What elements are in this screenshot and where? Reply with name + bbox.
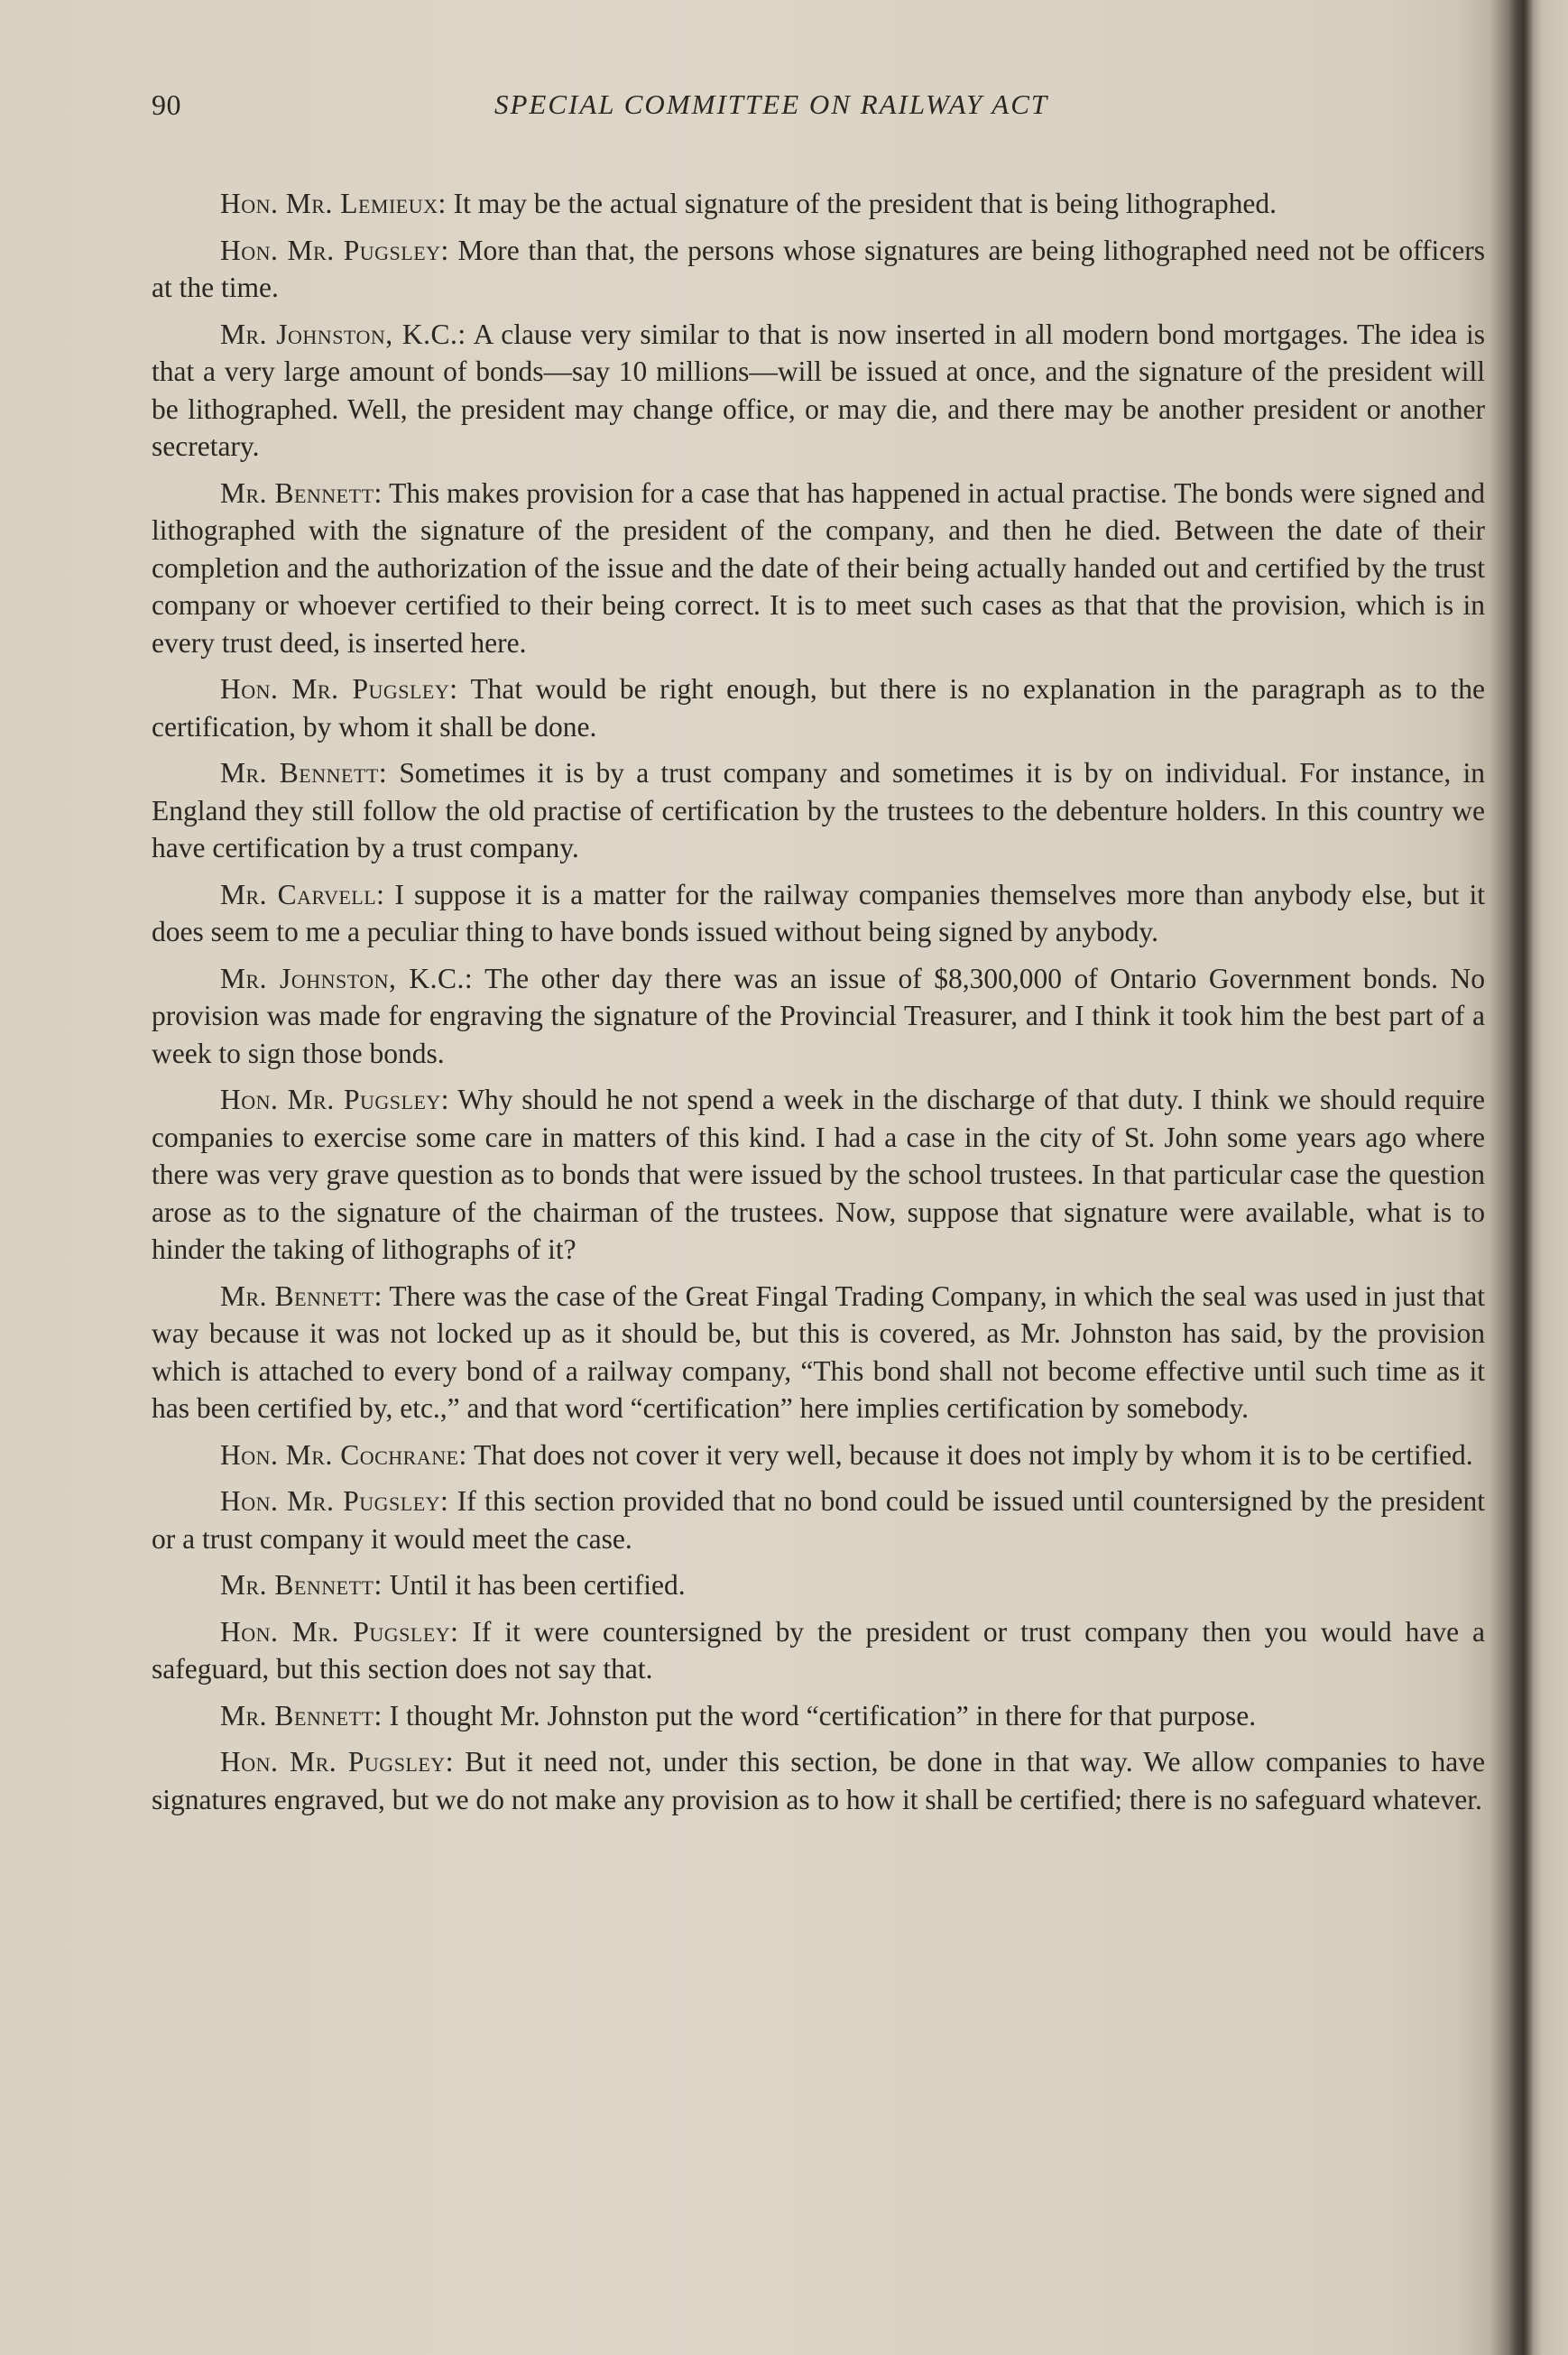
speaker-name: Hon. Mr. Lemieux: bbox=[220, 188, 447, 219]
speech-text: Sometimes it is by a trust company and sometimes it is by on individual. For instance, in England they still follow the old practise of certification by the trustees to the debenture holders. In this country we have certification by a trust company. bbox=[152, 757, 1485, 864]
speech-text: Why should he not spend a week in the discharge of that duty. I think we should require companies to exercise some care in matters of this kind. I had a case in the city of St. John some years ago where there was very grave question as to bonds that were issued by the school trustees. In that particular case the question arose as to the signature of the chairman of the trustees. Now, suppose that signature were available, what is to hinder the taking of lithographs of it? bbox=[152, 1084, 1485, 1265]
binding-shadow bbox=[1508, 0, 1534, 2355]
speech-text: If this section provided that no bond could be issued until countersigned by the president or a trust company it would meet the case. bbox=[152, 1485, 1485, 1555]
speech-text: If it were countersigned by the president or trust company then you would have a safeguard, but this section does not say that. bbox=[152, 1615, 1485, 1685]
speaker-name: Mr. Bennett: bbox=[220, 1279, 383, 1312]
speaker-name: Mr. Johnston, K.C.: bbox=[220, 962, 474, 994]
paragraph bbox=[152, 475, 1485, 662]
speaker-name: Hon. Mr. Pugsley: bbox=[220, 1485, 449, 1517]
paragraph bbox=[152, 1697, 1485, 1735]
paragraph bbox=[152, 1081, 1485, 1269]
speech-text: It may be the actual signature of the president that is being lithographed. bbox=[453, 188, 1277, 219]
paragraph bbox=[152, 185, 1485, 223]
paragraph bbox=[152, 1743, 1485, 1818]
paragraph bbox=[152, 1436, 1485, 1474]
paragraph bbox=[152, 876, 1485, 951]
paragraph bbox=[152, 960, 1485, 1073]
paragraph bbox=[152, 1482, 1485, 1557]
speaker-name: Mr. Bennett: bbox=[220, 1699, 383, 1732]
text-body bbox=[152, 185, 1485, 1827]
speech-text: But it need not, under this section, be done in that way. We allow companies to have signatures engraved, but we do not make any provision as to how it shall be certified; there is no safeguard whatever. bbox=[152, 1746, 1485, 1815]
speech-text: A clause very similar to that is now inserted in all modern bond mortgages. The idea is that a very large amount of bonds—say 10 millions—will be issued at once, and the signature of the president will be lithographed. Well, the president may change office, or may die, and there may be another president or another secretary. bbox=[152, 318, 1486, 462]
speaker-name: Hon. Mr. Pugsley: bbox=[220, 1615, 459, 1648]
paragraph bbox=[152, 1566, 1485, 1604]
speech-text: I suppose it is a matter for the railway companies themselves more than anybody else, but it does seem to me a peculiar thing to have bonds issued without being signed by anybody. bbox=[152, 878, 1485, 947]
running-title: SPECIAL COMMITTEE ON RAILWAY ACT bbox=[494, 88, 1049, 120]
paragraph bbox=[152, 1613, 1485, 1688]
speech-text: There was the case of the Great Fingal Trading Company, in which the seal was used in just that way because it was not locked up as it should be, but this is covered, as Mr. Johnston has said, by the provision which is attached to every bond of a railway company, “This bond shall not become effective until such time as it has been certified by, etc.,” and that word “certification” here implies certification by somebody. bbox=[152, 1279, 1485, 1424]
paragraph bbox=[152, 754, 1485, 867]
speaker-name: Mr. Carvell: bbox=[220, 878, 385, 910]
speech-text: I thought Mr. Johnston put the word “certification” in there for that purpose. bbox=[389, 1699, 1257, 1732]
page-header bbox=[152, 88, 1487, 134]
speaker-name: Hon. Mr. Pugsley: bbox=[220, 1084, 450, 1115]
speech-text: Until it has been certified. bbox=[389, 1569, 686, 1601]
speaker-name: Mr. Bennett: bbox=[220, 757, 388, 789]
speech-text: This makes provision for a case that has happened in actual practise. The bonds were signed and lithographed with the signature of the president of the company, and then he died. Between the date of their completion and the authorization of the issue and the date of their being actually handed out and certified by the trust company or whoever certified to their being correct. It is to meet such cases as that that the provision, which is in every trust deed, is inserted here. bbox=[152, 476, 1485, 659]
speech-text: The other day there was an issue of $8,300,000 of Ontario Government bonds. No provision was made for engraving the signature of the Provincial Treasurer, and I think it took him the best part of a week to sign those bonds. bbox=[152, 962, 1485, 1069]
speaker-name: Mr. Johnston, K.C.: bbox=[220, 318, 466, 350]
speech-text: That would be right enough, but there is no explanation in the paragraph as to the certification, by whom it shall be done. bbox=[152, 673, 1485, 743]
paragraph bbox=[152, 1278, 1485, 1427]
speaker-name: Mr. Bennett: bbox=[220, 1569, 383, 1601]
paragraph bbox=[152, 232, 1485, 307]
page-number: 90 bbox=[152, 88, 181, 121]
speaker-name: Hon. Mr. Pugsley: bbox=[220, 234, 449, 266]
speech-text: More than that, the persons whose signatures are being lithographed need not be officers at the time. bbox=[152, 234, 1486, 303]
speaker-name: Hon. Mr. Cochrane: bbox=[220, 1438, 467, 1471]
paragraph bbox=[152, 670, 1485, 745]
paragraph bbox=[152, 316, 1485, 466]
speaker-name: Mr. Bennett: bbox=[220, 476, 383, 509]
speaker-name: Hon. Mr. Pugsley: bbox=[220, 673, 458, 705]
speech-text: That does not cover it very well, because it does not imply by whom it is to be certified. bbox=[474, 1438, 1473, 1471]
speaker-name: Hon. Mr. Pugsley: bbox=[220, 1746, 454, 1778]
